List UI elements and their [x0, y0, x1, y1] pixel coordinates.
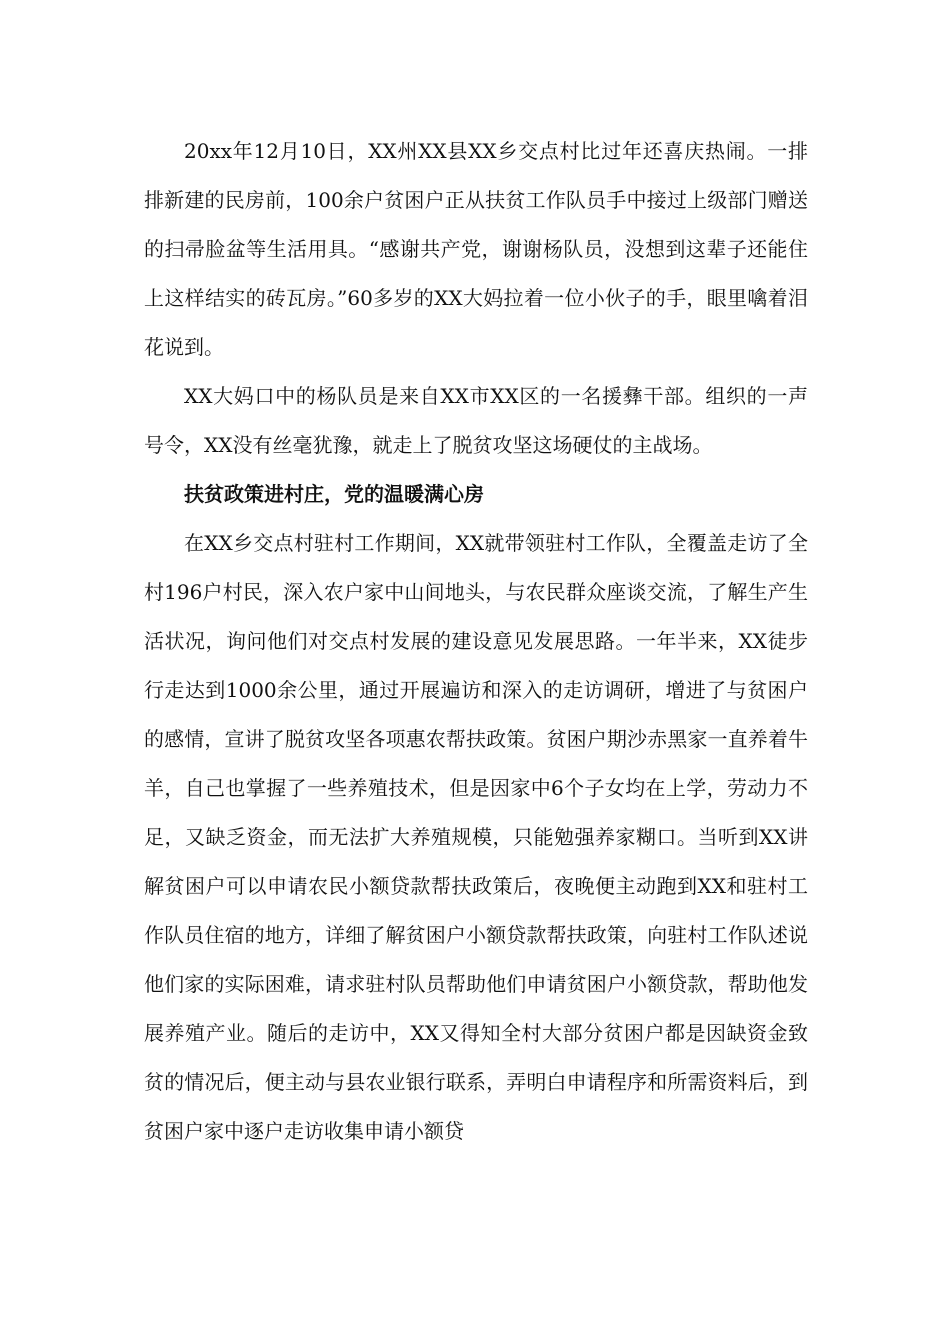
paragraph-2: XX大妈口中的杨队员是来自XX市XX区的一名援彝干部。组织的一声号令，XX没有丝毫犹豫，就走上了脱贫攻坚这场硬仗的主战场。 [144, 384, 808, 457]
paragraph-1: 20xx年12月10日，XX州XX县XX乡交点村比过年还喜庆热闹。一排排新建的民房前，100余户贫困户正从扶贫工作队员手中接过上级部门赠送的扫帚脸盆等生活用具。“感谢共产党，谢谢杨队员，没想到这辈子还能住上这样结实的砖瓦房。”60多岁的XX大妈拉着一位小伙子的手，眼里噙着泪花说到。 [144, 139, 808, 359]
paragraph-3: 在XX乡交点村驻村工作期间，XX就带领驻村工作队，全覆盖走访了全村196户村民，深入农户家中山间地头，与农民群众座谈交流，了解生产生活状况，询问他们对交点村发展的建设意见发展思路。一年半来，XX徒步行走达到1000余公里，通过开展遍访和深入的走访调研，增进了与贫困户的感情，宣讲了脱贫攻坚各项惠农帮扶政策。贫困户期沙赤黑家一直养着牛羊，自己也掌握了一些养殖技术，但是因家中6个子女均在上学，劳动力不足，又缺乏资金，而无法扩大养殖规模，只能勉强养家糊口。当听到XX讲解贫困户可以申请农民小额贷款帮扶政策后，夜晚便主动跑到XX和驻村工作队员住宿的地方，详细了解贫困户小额贷款帮扶政策，向驻村工作队述说他们家的实际困难，请求驻村队员帮助他们申请贫困户小额贷款，帮助他发展养殖产业。随后的走访中，XX又得知全村大部分贫困户都是因缺资金致贫的情况后，便主动与县农业银行联系，弄明白申请程序和所需资料后，到贫困户家中逐户走访收集申请小额贷 [144, 531, 808, 1143]
section-heading: 扶贫政策进村庄，党的温暖满心房 [184, 482, 484, 506]
document-body [144, 127, 808, 1156]
